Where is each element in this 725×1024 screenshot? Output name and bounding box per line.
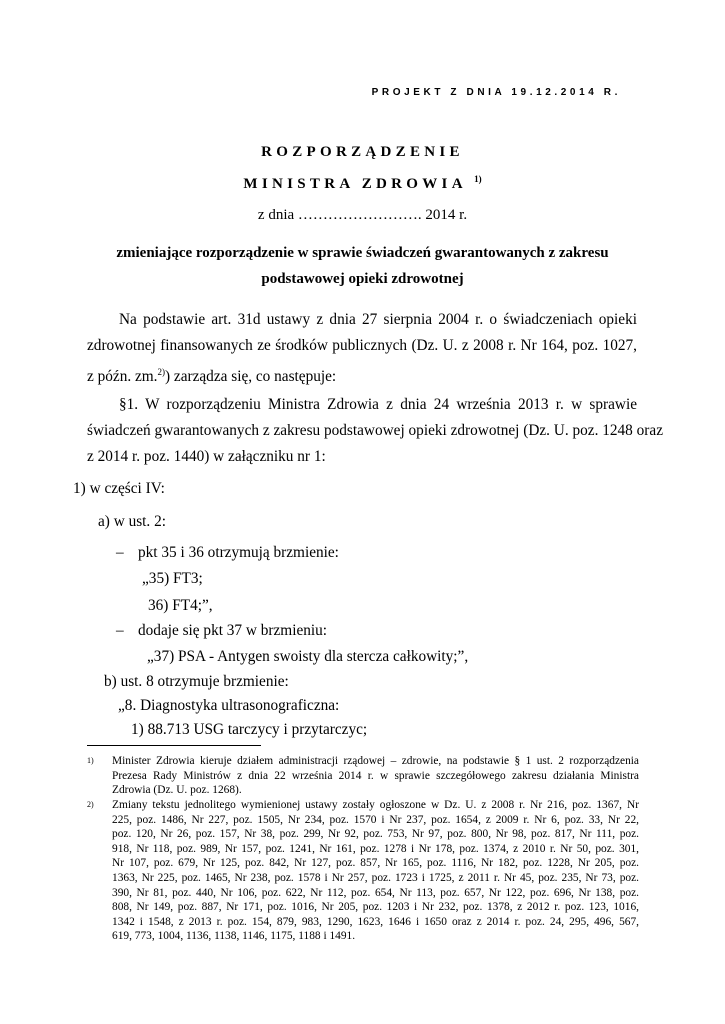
sub-item-1: 1) 88.713 USG tarczycy i przytarczyc; [131, 721, 368, 738]
list-item-a: a) w ust. 2: [98, 513, 166, 530]
section-1-line-2: świadczeń gwarantowanych z zakresu podstawowej opieki zdrowotnej (Dz. U. poz. 1248 oraz [87, 422, 663, 439]
point-37: „37) PSA - Antygen swoisty dla sterczа całkowity;”, [147, 648, 469, 665]
dash-item-1 [116, 544, 339, 562]
dash-item-1-text: pkt 35 i 36 otrzymują brzmienie: [138, 544, 339, 561]
footnote-1 [87, 754, 639, 798]
point-35: „35) FT3; [142, 570, 203, 587]
footnote-2 [87, 798, 639, 944]
footnote-2-line-10: 619, 773, 1004, 1136, 1138, 1146, 1175, 1188 i 1491. [112, 930, 356, 943]
footnote-2-line-5: Nr 107, poz. 679, Nr 125, poz. 842, Nr 127, poz. 857, Nr 165, poz. 1116, Nr 182, poz. 1228, Nr 205, poz. [112, 857, 639, 870]
list-item-1: 1) w części IV: [73, 480, 165, 497]
footnote-2-line-1: Zmiany tekstu jednolitego wymienionej ustawy zostały ogłoszone w Dz. U. z 2008 r. Nr 216, poz. 1367, Nr [112, 799, 639, 811]
list-item-b: b) ust. 8 otrzymuje brzmienie: [104, 673, 289, 690]
footnote-2-number: 2) [87, 800, 94, 809]
preamble-line-2: zdrowotnej finansowanych ze środków publicznych (Dz. U. z 2008 r. Nr 164, poz. 1027, [87, 337, 637, 354]
footnote-2-line-8: 808, Nr 149, poz. 887, Nr 171, poz. 1016, Nr 205, poz. 1203 i Nr 232, poz. 1378, z 2012 r. poz. 123, 1016, [112, 901, 639, 914]
point-36: 36) FT4;”, [148, 597, 213, 614]
dash-item-2 [116, 622, 327, 640]
date-line: z dnia ……………………. 2014 r. [257, 207, 468, 223]
footnote-separator [87, 745, 261, 746]
issuer-title-text: MINISTRA ZDROWIA [243, 176, 467, 192]
footnote-2-line-9: 1342 i 1548, z 2013 r. poz. 154, 879, 983, 1290, 1623, 1646 i 1650 oraz z 2014 r. poz. 24, 295, 496, 567, [112, 915, 639, 928]
preamble-line-1: Na podstawie art. 31d ustawy z dnia 27 sierpnia 2004 r. o świadczeniach opieki [119, 311, 637, 328]
footnote-1-number: 1) [87, 756, 94, 765]
section-8-heading: „8. Diagnostyka ultrasonograficzna: [118, 697, 340, 714]
subject-line-1: zmieniające rozporządzenie w sprawie świadczeń gwarantowanych z zakresu [116, 245, 609, 261]
footnote-2-line-7: 390, Nr 81, poz. 440, Nr 106, poz. 622, Nr 112, poz. 654, Nr 113, poz. 657, Nr 122, poz. 696, Nr 138, poz. [112, 886, 639, 899]
footnote-2-line-3: poz. 120, Nr 26, poz. 157, Nr 38, poz. 299, Nr 92, poz. 753, Nr 97, poz. 800, Nr 98, poz. 817, Nr 111, poz. [112, 828, 639, 841]
subject-line-2: podstawowej opieki zdrowotnej [261, 271, 464, 287]
footnote-2-line-4: 918, Nr 118, poz. 989, Nr 157, poz. 1241, Nr 161, poz. 1278 i Nr 178, poz. 1374, z 2010 r. Nr 50, poz. 301, [112, 842, 639, 855]
footnote-2-line-2: 225, poz. 1486, Nr 227, poz. 1505, Nr 234, poz. 1570 i Nr 237, poz. 1654, z 2009 r. Nr 6, poz. 33, Nr 22, [112, 813, 639, 826]
preamble-paragraph [87, 307, 637, 390]
preamble-line-3 [87, 359, 637, 390]
footnote-1-line-3: Zdrowia (Dz. U. poz. 1268). [112, 784, 242, 797]
issuer-title [0, 174, 725, 193]
footnote-1-line-2: Prezesa Rady Ministrów z dnia 22 września 2014 r. w sprawie szczegółowego zakresu działania Ministra [112, 769, 639, 782]
footnote-1-line-1: Minister Zdrowia kieruje działem administracji rządowej – zdrowie, na podstawie § 1 ust. 2 rozporządzenia [112, 755, 639, 767]
project-date-label: PROJEKT Z DNIA 19.12.2014 R. [371, 87, 621, 98]
dash-bullet: – [116, 544, 124, 561]
footnote-ref-2: 2) [157, 367, 166, 377]
section-1-paragraph [87, 392, 663, 470]
footnote-ref-1: 1) [474, 174, 482, 184]
preamble-line-3-b: ) zarządza się, co następuje: [165, 368, 337, 385]
section-1-line-3: z 2014 r. poz. 1440) w załączniku nr 1: [87, 448, 326, 465]
section-1-line-1: §1. W rozporządzeniu Ministra Zdrowia z dnia 24 września 2013 r. w sprawie [119, 396, 637, 413]
footnote-2-line-6: 1363, Nr 225, poz. 1465, Nr 238, poz. 1578 i Nr 257, poz. 1723 i 1725, z 2011 r. Nr 45, poz. 235, Nr 73, poz. [112, 871, 639, 884]
document-type-title: ROZPORZĄDZENIE [261, 144, 464, 160]
dash-bullet: – [116, 622, 124, 639]
subject-title [0, 240, 725, 292]
preamble-line-3-a: z późn. zm. [87, 368, 158, 385]
dash-item-2-text: dodaje się pkt 37 w brzmieniu: [138, 622, 328, 639]
